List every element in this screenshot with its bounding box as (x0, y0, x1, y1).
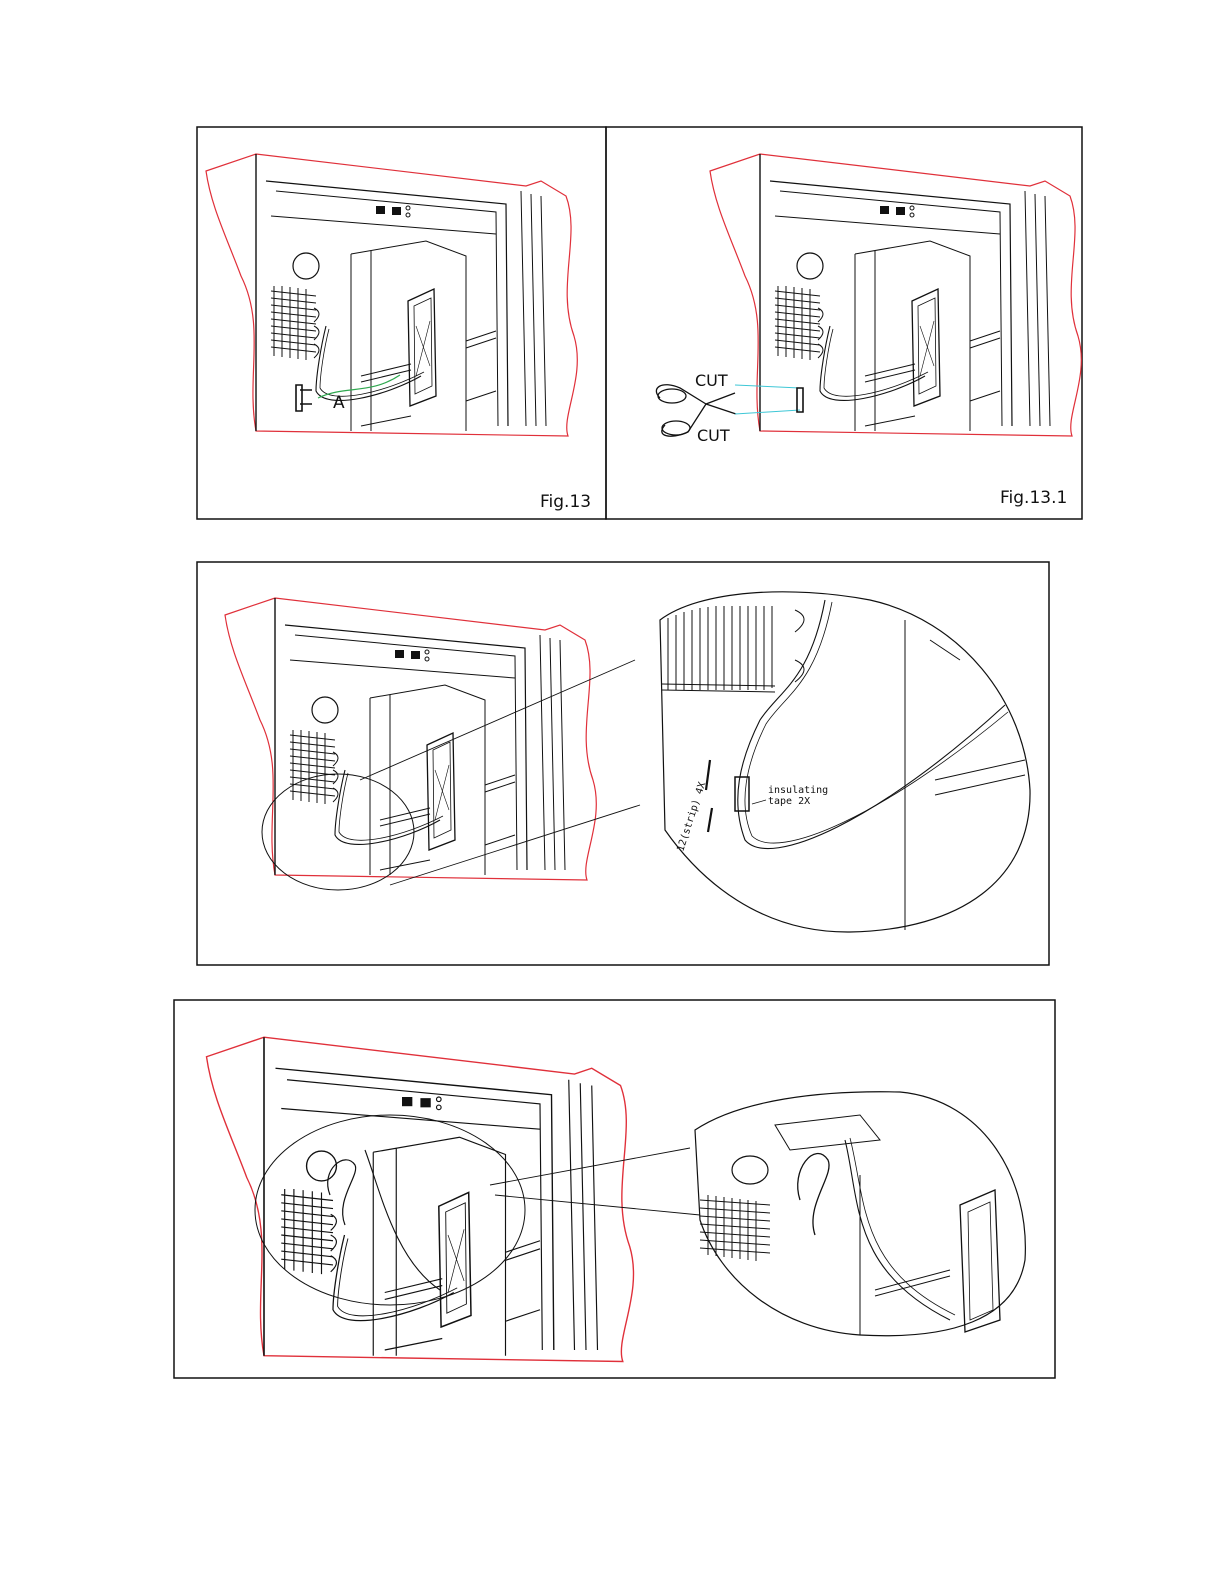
callout-a-label: A (333, 393, 345, 413)
insulating-tape-label-line2: tape 2X (768, 796, 811, 807)
figure-13-1-caption: Fig.13.1 (1000, 488, 1068, 508)
strip-tape-panel (197, 562, 1049, 965)
cut-label-bottom: CUT (697, 426, 730, 445)
wire-routing-panel (174, 1000, 1055, 1378)
cut-label-top: CUT (695, 371, 728, 390)
strip-length-label: 12(strip) 4X (675, 780, 709, 853)
figure-13-panel (197, 127, 606, 519)
insulating-tape-label-line1: insulating (768, 785, 829, 796)
figure-13-1-panel (606, 127, 1082, 519)
figure-13-caption: Fig.13 (540, 492, 592, 512)
